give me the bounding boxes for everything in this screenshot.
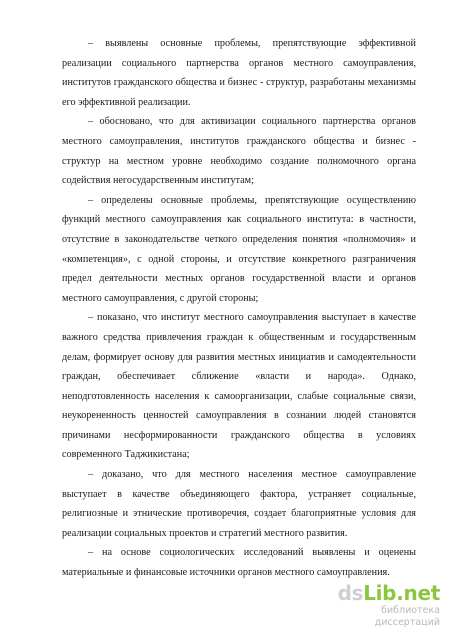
watermark-subtitle: библиотека диссертаций [374,605,440,628]
logo-ds: ds [337,581,364,605]
dslib-watermark [320,582,440,629]
paragraph-proven: – доказано, что для местного населения местное самоуправление выступает в качестве объединяющего фактора, устраняет социальные, религиозные и этнические противоречия, создает благоприятные условия для реализации социальных проектов и стратегий местного развития. [62,469,416,539]
dslib-logo [320,582,440,604]
paragraph-research: – на основе социологических исследований выявлены и оценены материальные и финансовые источники органов местного самоуправления. [62,547,416,579]
paragraph-shown: – показано, что институт местного самоуправления выступает в качестве важного средства привлечения граждан к общественным и государственным делам, формирует основу для развития местных инициатив и самодеятельности граждан, обеспечивает сближение «власти и народа». Однако, неподготовленность населения к самоорганизации, слабые социальные связи, неукорененность ценностей самоуправления в сознании людей становятся причинами несформированности гражданского общества в условиях современного Таджикистана; [62,312,416,461]
document-body [62,34,416,583]
paragraph-problems: – выявлены основные проблемы, препятствующие эффективной реализации социального партнерства органов местного самоуправления, институтов гражданского общества и бизнес - структур, разработаны механизмы его эффективной реализации. [62,38,416,108]
logo-net: net [403,581,440,605]
logo-lib: Lib [363,581,397,605]
paragraph-defined-problems: – определены основные проблемы, препятствующие осуществлению функций местного самоуправления как социального института: в частности, отсутствие в законодательстве четкого определения понятия «полномочия» и «компетенция», с одной стороны, и отсутствие конкретного разграничения предел деятельности местных органов государственной власти и органов местного самоуправления, с другой стороны; [62,194,416,304]
logo-dot: . [396,581,404,605]
paragraph-justified: – обосновано, что для активизации социального партнерства органов местного самоуправления, институтов гражданского общества и бизнес - структур на местном уровне необходимо создание полномочного органа содействия негосударственным институтам; [62,116,416,187]
